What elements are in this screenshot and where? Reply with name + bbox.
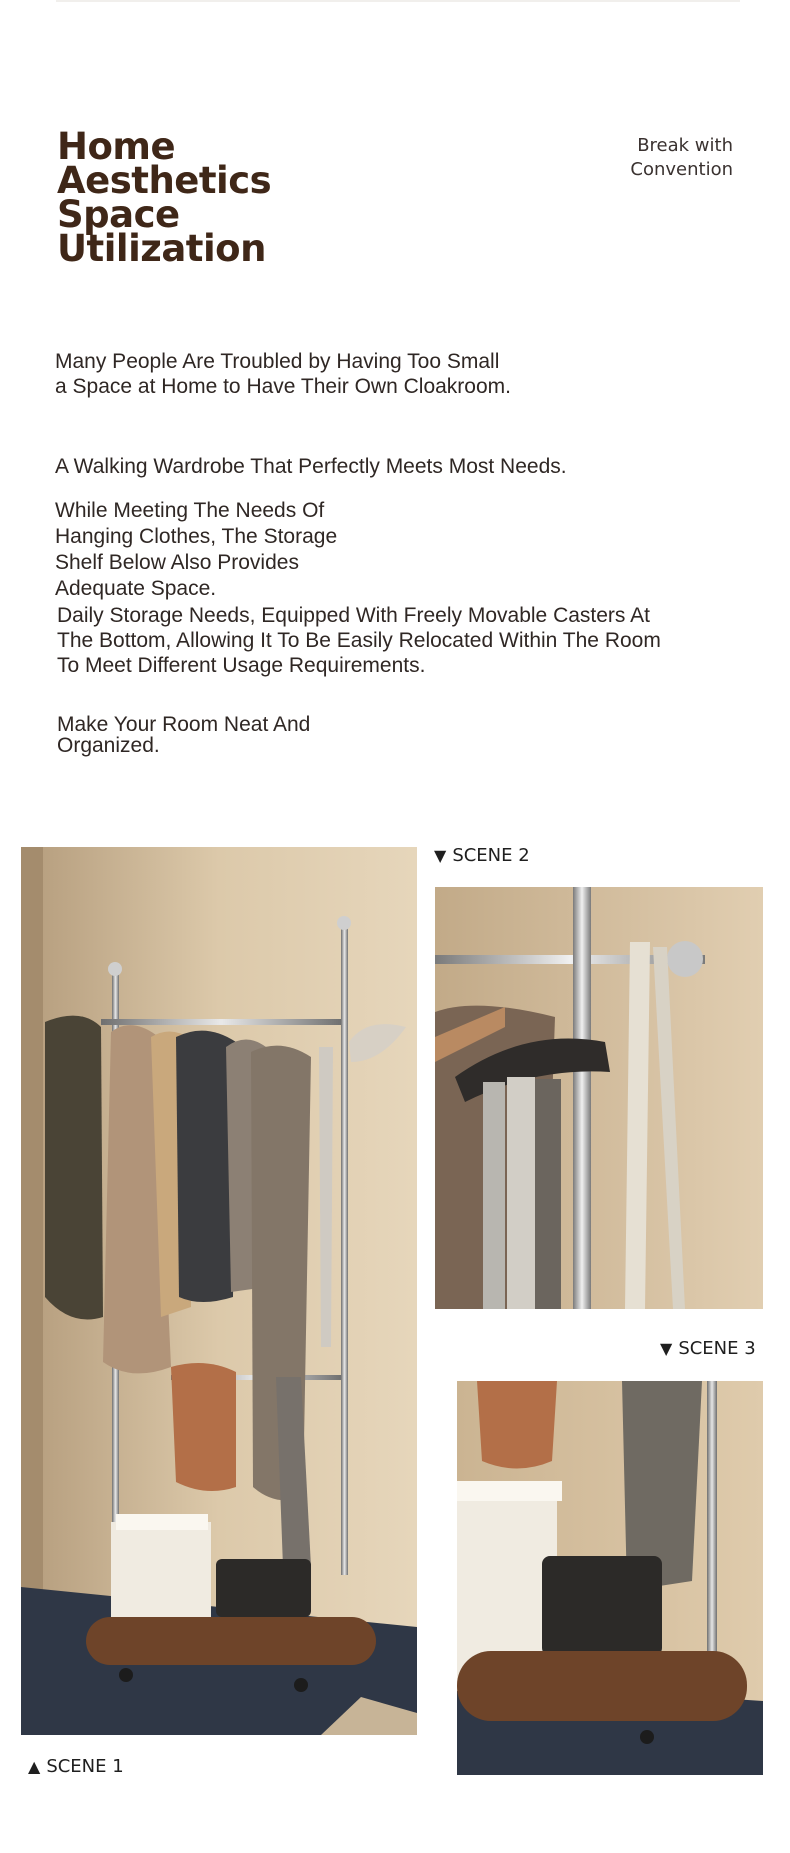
wardrobe-paragraph: A Walking Wardrobe That Perfectly Meets Most Needs.: [55, 455, 567, 478]
title-line: Utilization: [57, 227, 266, 270]
tagline-line: Break with: [637, 135, 733, 156]
scene-1-caption: [28, 1756, 124, 1778]
intro-paragraph: Many People Are Troubled by Having Too Small a Space at Home to Have Their Own Cloakroom.: [55, 350, 511, 398]
triangle-down-icon: ▼: [434, 846, 447, 865]
title-line: Home: [57, 125, 176, 168]
storage-paragraph: While Meeting The Needs Of Hanging Clothes, The Storage Shelf Below Also Provides Adequate Space.: [55, 499, 338, 600]
page-title: [57, 125, 272, 270]
scene-2-caption: [434, 845, 530, 867]
casters-paragraph: Daily Storage Needs, Equipped With Freely Movable Casters At The Bottom, Allowing It To Be Easily Relocated Within The Room To Meet Different Usage Requirements.: [57, 604, 661, 677]
scene-2-photo: [435, 887, 763, 1309]
organized-paragraph: Make Your Room Neat And Organized.: [57, 713, 311, 757]
scene-2-label: SCENE 2: [452, 845, 530, 866]
title-line: Aesthetics: [57, 159, 272, 202]
scene-3-label: SCENE 3: [678, 1338, 756, 1359]
triangle-up-icon: ▲: [28, 1757, 41, 1776]
top-divider: [56, 0, 740, 2]
scene-3-caption: [660, 1338, 756, 1360]
title-line: Space: [57, 193, 180, 236]
scene-3-photo: [457, 1381, 763, 1775]
tagline: [630, 134, 733, 182]
tagline-line: Convention: [630, 159, 733, 180]
triangle-down-icon: ▼: [660, 1339, 673, 1358]
scene-1-photo: [21, 847, 417, 1735]
scene-1-label: SCENE 1: [46, 1756, 124, 1777]
